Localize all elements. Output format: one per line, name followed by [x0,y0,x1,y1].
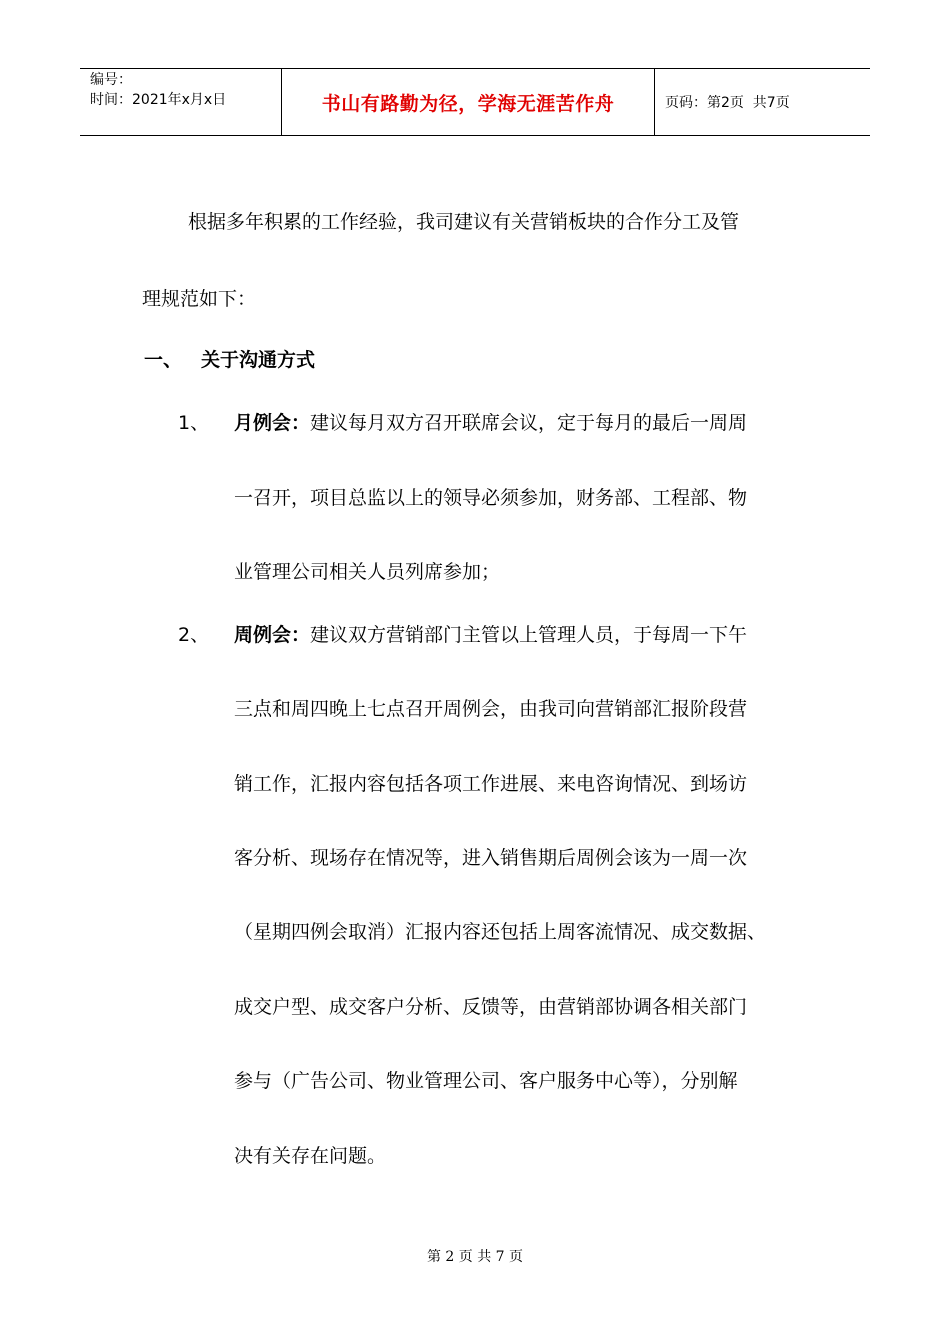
item-1-line-1: 月例会：建议每月双方召开联席会议，定于每月的最后一周周 [234,412,748,434]
intro-line-1: 根据多年积累的工作经验，我司建议有关营销板块的合作分工及管 [188,211,740,233]
item-1-label: 月例会： [234,412,311,434]
item-2-line-6: 成交户型、成交客户分析、反馈等，由营销部协调各相关部门 [234,996,748,1018]
document-header [80,68,870,136]
header-motto-cell [281,69,655,135]
header-info-cell [80,69,281,135]
item-2-line-5: （星期四例会取消）汇报内容还包括上周客流情况、成交数据、 [234,921,767,943]
date-label: 时间：2021年x月x日 [90,92,227,108]
page-number-label: 页码：第2页 共7页 [665,95,790,111]
header-page-cell [655,69,870,135]
item-1-line-2: 一召开，项目总监以上的领导必须参加，财务部、工程部、物 [234,487,748,509]
item-1-line-3: 业管理公司相关人员列席参加； [234,561,501,583]
item-2-number: 2、 [178,624,210,646]
item-2-line-8: 决有关存在问题。 [234,1145,387,1167]
section-number: 一、 [144,349,183,371]
item-2-line-1: 周例会：建议双方营销部门主管以上管理人员，于每周一下午 [234,624,748,646]
intro-line-2: 理规范如下： [142,288,257,310]
section-title: 关于沟通方式 [201,349,316,371]
page-footer: 第 2 页 共 7 页 [426,1249,524,1265]
item-1-number: 1、 [178,412,210,434]
item-2-label: 周例会： [234,624,311,646]
item-2-line-4: 客分析、现场存在情况等，进入销售期后周例会该为一周一次 [234,847,748,869]
item-2-line-3: 销工作，汇报内容包括各项工作进展、来电咨询情况、到场访 [234,773,748,795]
serial-number-label: 编号： [90,72,132,88]
motto-text: 书山有路勤为径，学海无涯苦作舟 [321,92,615,115]
item-2-line-7: 参与（广告公司、物业管理公司、客户服务中心等），分别解 [234,1070,738,1092]
item-2-line-2: 三点和周四晚上七点召开周例会，由我司向营销部汇报阶段营 [234,698,748,720]
